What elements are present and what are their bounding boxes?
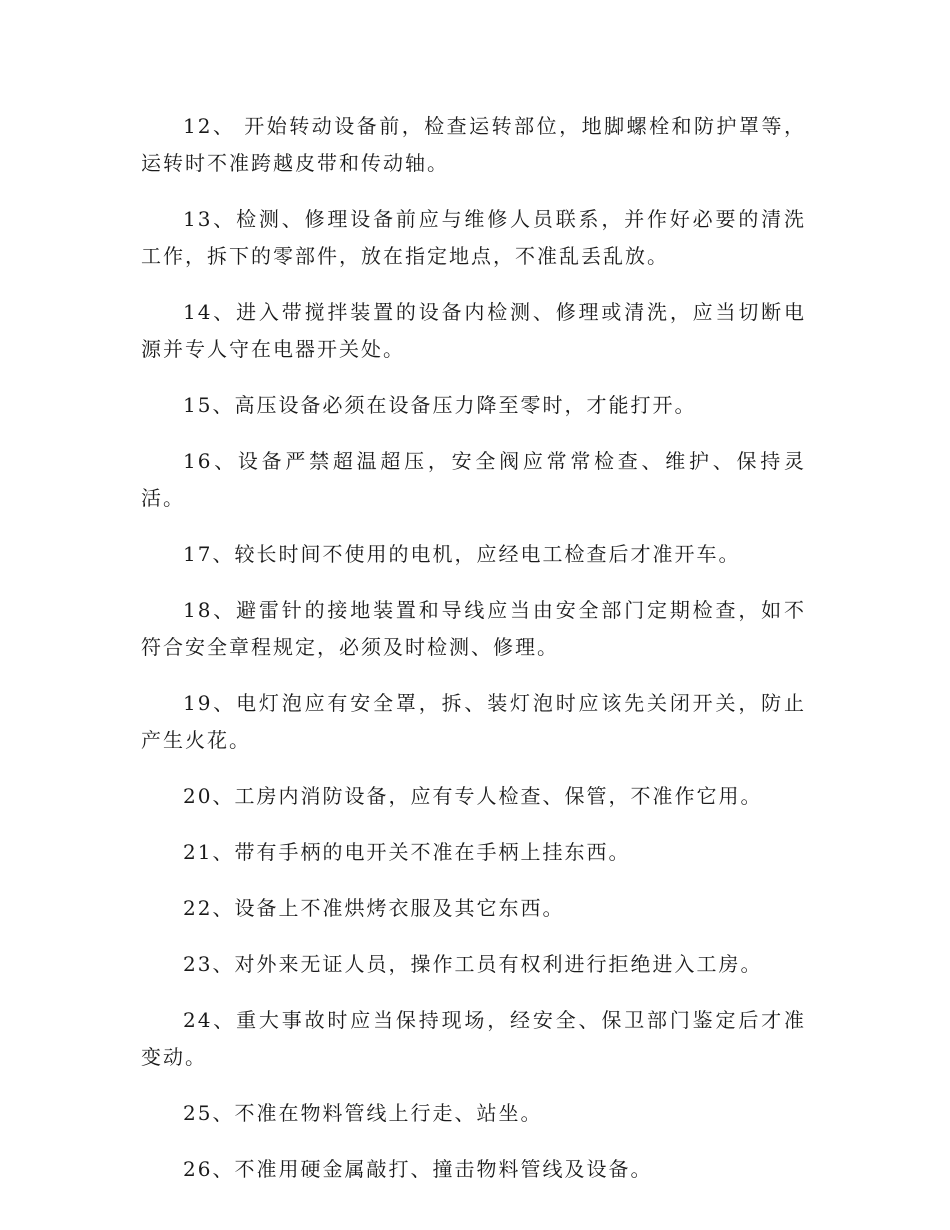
rule-15-paragraph: 15、高压设备必须在设备压力降至零时，才能打开。 [183, 393, 697, 417]
rule-22-paragraph: 22、设备上不准烘烤衣服及其它东西。 [183, 896, 565, 920]
rule-24-paragraph: 24、重大事故时应当保持现场，经安全、保卫部门鉴定后才准变动。 [141, 1008, 806, 1069]
rule-21-paragraph: 21、带有手柄的电开关不准在手柄上挂东西。 [183, 840, 631, 864]
rule-13-paragraph: 13、检测、修理设备前应与维修人员联系，并作好必要的清洗工作，拆下的零部件，放在指定地点，不准乱丢乱放。 [141, 207, 806, 268]
rule-26-paragraph: 26、不准用硬金属敲打、撞击物料管线及设备。 [183, 1157, 653, 1181]
rule-18-paragraph: 18、避雷针的接地装置和导线应当由安全部门定期检查，如不符合安全章程规定，必须及时检测、修理。 [141, 598, 806, 659]
rule-17-paragraph: 17、较长时间不使用的电机，应经电工检查后才准开车。 [183, 542, 741, 566]
rule-20-paragraph: 20、工房内消防设备，应有专人检查、保管，不准作它用。 [183, 784, 763, 808]
rule-16-paragraph: 16、设备严禁超温超压，安全阀应常常检查、维护、保持灵活。 [141, 449, 806, 510]
rule-25-paragraph: 25、不准在物料管线上行走、站坐。 [183, 1101, 543, 1125]
rule-23-paragraph: 23、对外来无证人员，操作工员有权利进行拒绝进入工房。 [183, 952, 763, 976]
rule-14-paragraph: 14、进入带搅拌装置的设备内检测、修理或清洗，应当切断电源并专人守在电器开关处。 [141, 300, 806, 361]
document-body [141, 108, 806, 1207]
rule-12-paragraph: 12、 开始转动设备前，检查运转部位，地脚螺栓和防护罩等，运转时不准跨越皮带和传动轴。 [141, 114, 806, 175]
rule-19-paragraph: 19、电灯泡应有安全罩，拆、装灯泡时应该先关闭开关，防止产生火花。 [141, 691, 806, 752]
